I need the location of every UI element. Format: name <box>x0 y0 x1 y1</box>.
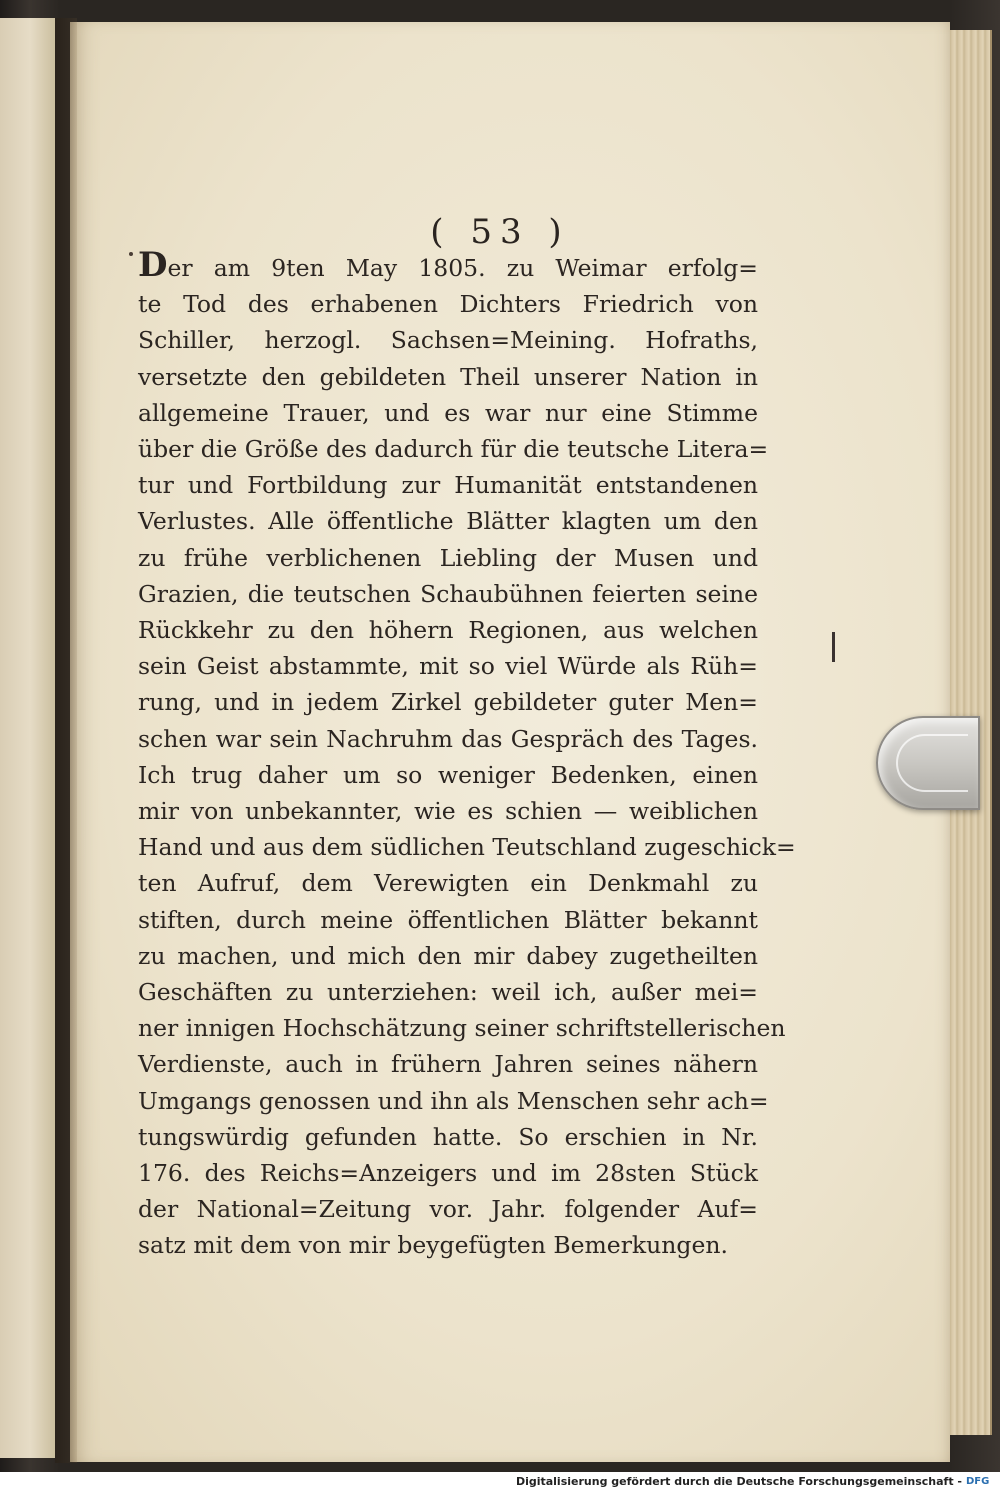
text-line: tur und Fortbildung zur Humanität entstandenen <box>138 471 758 500</box>
text-line: 176. des Reichs=Anzeigers und im 28sten Stück <box>138 1159 758 1188</box>
text-line: sein Geist abstammte, mit so viel Würde als Rüh= <box>138 652 758 681</box>
text-line: über die Größe des dadurch für die teutsche Litera= <box>138 435 769 464</box>
ink-speck <box>129 252 133 256</box>
text-line <box>138 245 758 286</box>
text-line: schen war sein Nachruhm das Gespräch des Tages. <box>138 724 758 753</box>
gutter-shadow <box>55 18 77 1463</box>
dfg-logo: DFG <box>966 1476 990 1487</box>
text-line: zu machen, und mich den mir dabey zugetheilten <box>138 941 758 970</box>
footer-bar <box>0 1472 1000 1492</box>
text-line: Grazien, die teutschen Schaubühnen feierten seine <box>138 579 758 608</box>
text-line: satz mit dem von mir beygefügten Bemerkungen. <box>138 1231 728 1260</box>
text-line: rung, und in jedem Zirkel gebildeter guter Men= <box>138 688 758 717</box>
text-line: allgemeine Trauer, und es war nur eine Stimme <box>138 398 758 427</box>
text-line: ten Aufruf, dem Verewigten ein Denkmahl zu <box>138 869 758 898</box>
text-line: Umgangs genossen und ihn als Menschen sehr ach= <box>138 1086 769 1115</box>
body-text <box>138 245 796 1264</box>
previous-page-edge <box>0 18 55 1458</box>
paper-clip <box>876 716 980 810</box>
margin-mark <box>832 632 835 662</box>
text-line: Verlustes. Alle öffentliche Blätter klagten um den <box>138 507 758 536</box>
text-line: tungswürdig gefunden hatte. So erschien in Nr. <box>138 1122 758 1151</box>
text-line: versetzte den gebildeten Theil unserer Nation in <box>138 362 758 391</box>
text-line: ner innigen Hochschätzung seiner schriftstellerischen <box>138 1014 786 1043</box>
text-line: Ich trug daher um so weniger Bedenken, einen <box>138 760 758 789</box>
text-line: Schiller, herzogl. Sachsen=Meining. Hofraths, <box>138 326 758 355</box>
text-line-content: er am 9ten May 1805. zu Weimar erfolg= <box>167 254 758 282</box>
dropcap: D <box>138 245 168 285</box>
text-line: Rückkehr zu den höhern Regionen, aus welchen <box>138 616 758 645</box>
text-line: der National=Zeitung vor. Jahr. folgender Auf= <box>138 1195 758 1224</box>
text-line: mir von unbekannter, wie es schien — weiblichen <box>138 797 758 826</box>
text-line: Geschäften zu unterziehen: weil ich, außer mei= <box>138 978 758 1007</box>
text-line: stiften, durch meine öffentlichen Blätter bekannt <box>138 905 758 934</box>
text-line: Verdienste, auch in frühern Jahren seines nähern <box>138 1050 758 1079</box>
page-number: ( 53 ) <box>430 212 570 252</box>
digitization-credit: Digitalisierung gefördert durch die Deutsche Forschungsgemeinschaft - <box>515 1475 962 1488</box>
text-line: zu frühe verblichenen Liebling der Musen und <box>138 543 758 572</box>
text-line: Hand und aus dem südlichen Teutschland zugeschick= <box>138 833 796 862</box>
text-line: te Tod des erhabenen Dichters Friedrich von <box>138 290 758 319</box>
